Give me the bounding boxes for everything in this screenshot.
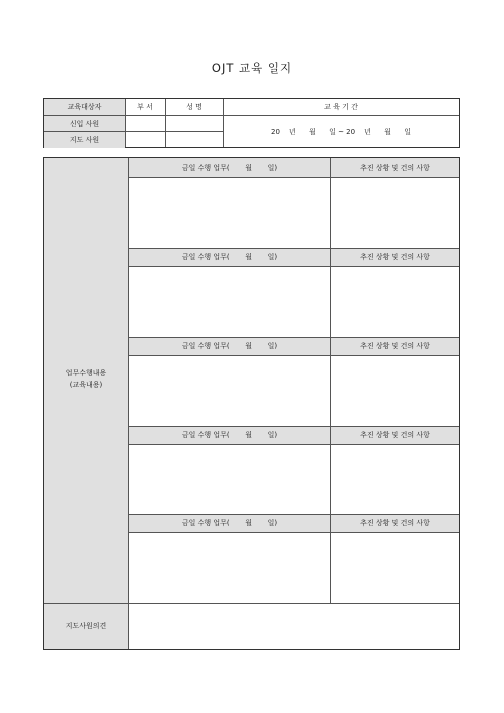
header-target: 교육대상자: [44, 99, 125, 115]
divider: [128, 532, 459, 533]
progress-header-5: 추진 상황 및 건의 사항: [331, 514, 459, 532]
comment-label: 지도사원의견: [65, 622, 107, 630]
divider: [330, 158, 331, 603]
divider: [128, 355, 459, 356]
side-label: [44, 367, 128, 391]
period-value: 20 년 월 일 ~ 20 년 월 일: [271, 128, 411, 136]
work-log-table: [43, 157, 460, 650]
divider: [128, 337, 459, 338]
divider: [125, 99, 126, 147]
divider: [44, 603, 459, 604]
divider: [128, 266, 459, 267]
work-header-3: 금일 수행 업무( 월 일): [129, 337, 330, 355]
divider: [223, 99, 224, 147]
info-table: [43, 98, 460, 148]
divider: [128, 426, 459, 427]
divider: [128, 444, 459, 445]
divider: [128, 514, 459, 515]
divider: [128, 248, 459, 249]
row-mentor: 지도 사원: [44, 132, 125, 148]
side-label-line1: 업무수행내용: [65, 369, 107, 377]
header-name: 성 명: [186, 103, 202, 111]
work-header-1: 금일 수행 업무( 월 일): [129, 158, 330, 177]
progress-header-4: 추진 상황 및 건의 사항: [331, 426, 459, 444]
divider: [128, 177, 459, 178]
divider: [44, 115, 459, 116]
page-title: OJT 교육 일지: [211, 61, 293, 75]
work-header-5: 금일 수행 업무( 월 일): [129, 514, 330, 532]
side-label-line2: (교육내용): [69, 381, 103, 389]
row-new-employee: 신입 사원: [44, 116, 125, 132]
header-period: 교 육 기 간: [324, 103, 358, 111]
work-header-4: 금일 수행 업무( 월 일): [129, 426, 330, 444]
progress-header-3: 추진 상황 및 건의 사항: [331, 337, 459, 355]
divider: [165, 99, 166, 147]
divider: [44, 131, 223, 132]
work-header-2: 금일 수행 업무( 월 일): [129, 248, 330, 266]
header-dept: 부 서: [137, 103, 153, 111]
progress-header-2: 추진 상황 및 건의 사항: [331, 248, 459, 266]
progress-header-1: 추진 상황 및 건의 사항: [331, 158, 459, 177]
divider: [128, 158, 129, 649]
